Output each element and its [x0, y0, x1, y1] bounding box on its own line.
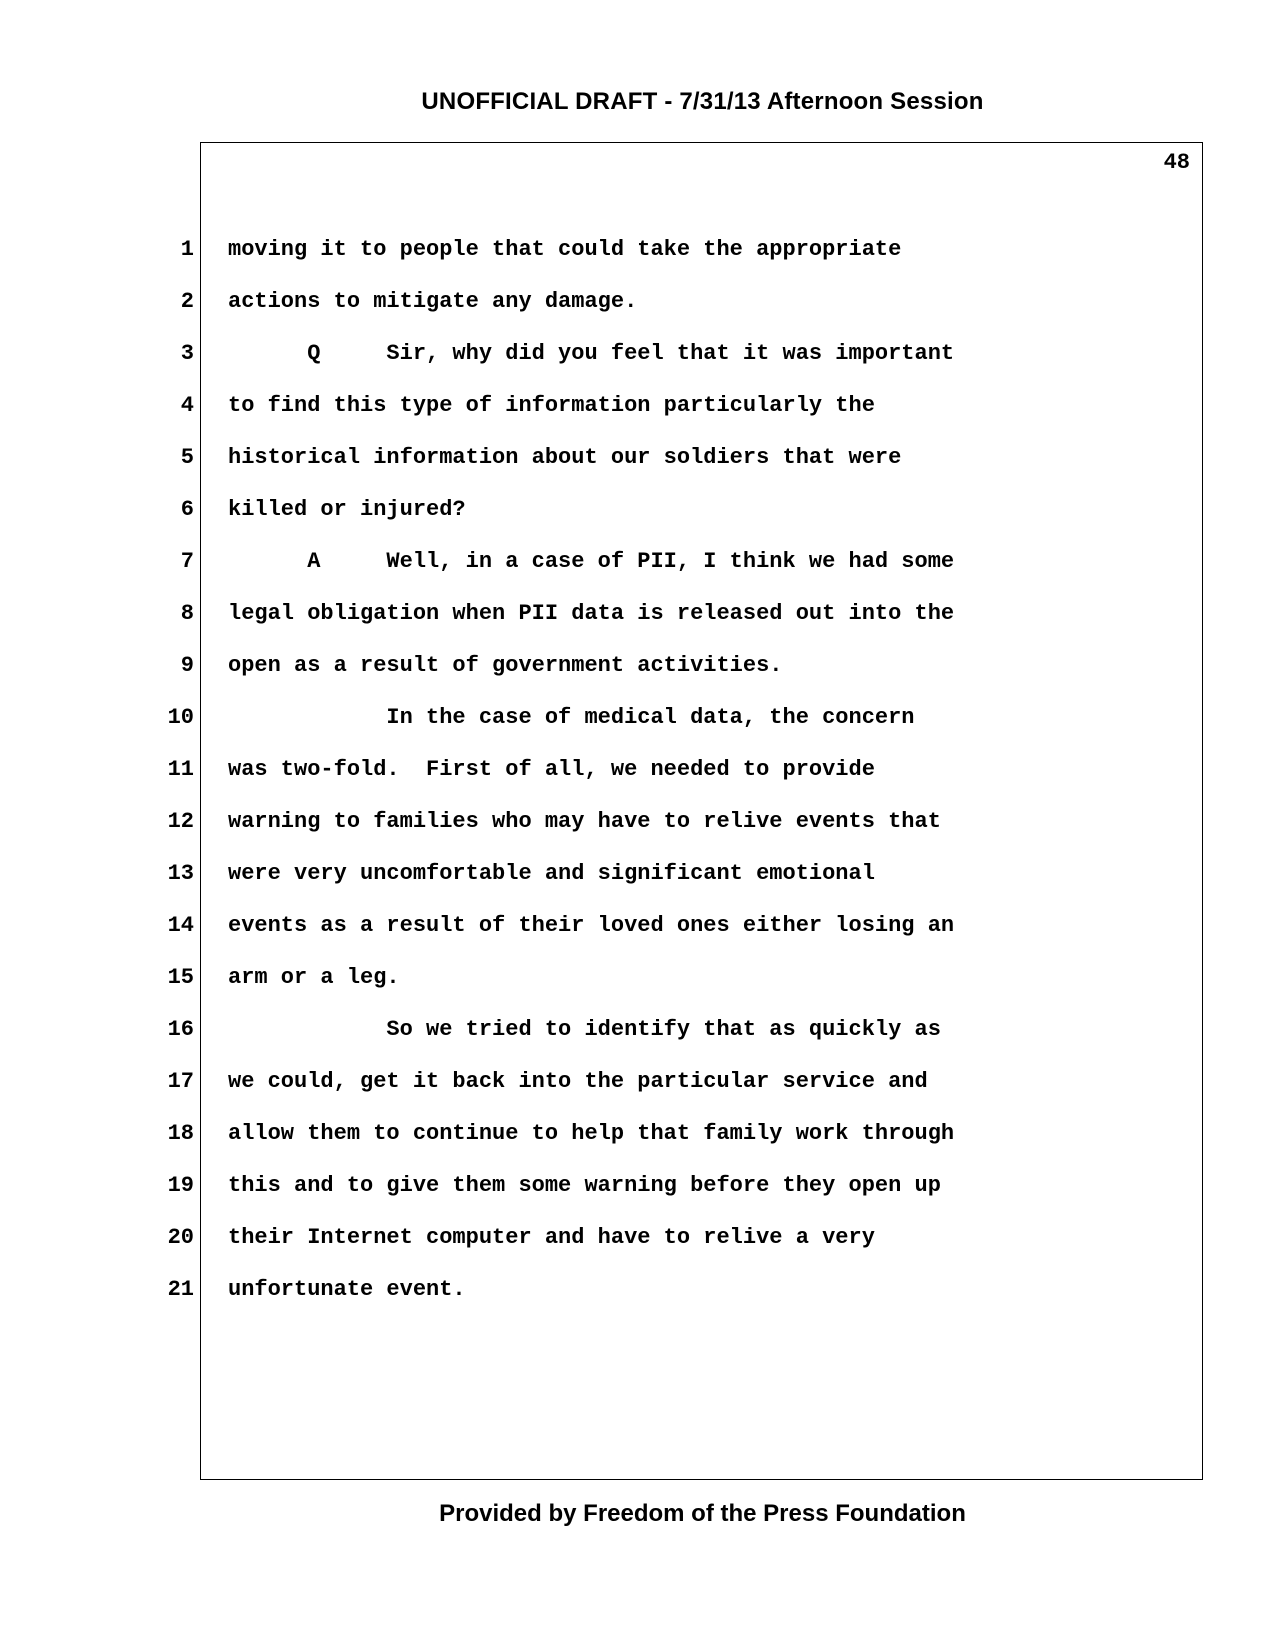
line-number: 9 [180, 653, 194, 678]
line-number: 10 [167, 705, 194, 730]
page-number: 48 [1163, 150, 1190, 175]
line-number: 18 [167, 1121, 194, 1146]
line-number: 15 [167, 965, 194, 990]
transcript-body [228, 236, 1128, 1328]
transcript-line: arm or a leg. [228, 965, 400, 990]
transcript-line: moving it to people that could take the appropriate [228, 237, 902, 262]
line-number: 4 [180, 393, 194, 418]
line-number: 2 [180, 289, 194, 314]
transcript-line: warning to families who may have to relive events that [228, 809, 941, 834]
line-number: 20 [167, 1225, 194, 1250]
line-number-column [150, 236, 194, 1328]
line-number: 16 [167, 1017, 194, 1042]
transcript-line: open as a result of government activities. [228, 653, 783, 678]
transcript-line: events as a result of their loved ones either losing an [228, 913, 955, 938]
page-footer: Provided by Freedom of the Press Foundation [439, 1500, 966, 1527]
line-number: 8 [180, 601, 194, 626]
line-number: 7 [180, 549, 194, 574]
line-number: 17 [167, 1069, 194, 1094]
line-number: 12 [167, 809, 194, 834]
line-number: 19 [167, 1173, 194, 1198]
transcript-line: unfortunate event. [228, 1277, 466, 1302]
transcript-line: to find this type of information particularly the [228, 393, 875, 418]
page-header-title: UNOFFICIAL DRAFT - 7/31/13 Afternoon Session [421, 88, 984, 115]
transcript-line: In the case of medical data, the concern [228, 705, 915, 730]
line-number: 6 [180, 497, 194, 522]
transcript-line: actions to mitigate any damage. [228, 289, 638, 314]
line-number: 5 [180, 445, 194, 470]
transcript-line: killed or injured? [228, 497, 466, 522]
transcript-line: allow them to continue to help that family work through [228, 1121, 955, 1146]
transcript-line: were very uncomfortable and significant emotional [228, 861, 875, 886]
line-number: 3 [180, 341, 194, 366]
transcript-line: historical information about our soldiers that were [228, 445, 902, 470]
line-number: 11 [167, 757, 194, 782]
transcript-line: was two-fold. First of all, we needed to provide [228, 757, 875, 782]
line-number: 1 [180, 237, 194, 262]
transcript-line: this and to give them some warning before they open up [228, 1173, 941, 1198]
transcript-line: Q Sir, why did you feel that it was important [228, 341, 955, 366]
line-number: 13 [167, 861, 194, 886]
transcript-line: So we tried to identify that as quickly as [228, 1017, 941, 1042]
transcript-line: we could, get it back into the particular service and [228, 1069, 928, 1094]
transcript-line: legal obligation when PII data is released out into the [228, 601, 955, 626]
transcript-line: their Internet computer and have to relive a very [228, 1225, 875, 1250]
transcript-line: A Well, in a case of PII, I think we had some [228, 549, 955, 574]
line-number: 14 [167, 913, 194, 938]
line-number: 21 [167, 1277, 194, 1302]
